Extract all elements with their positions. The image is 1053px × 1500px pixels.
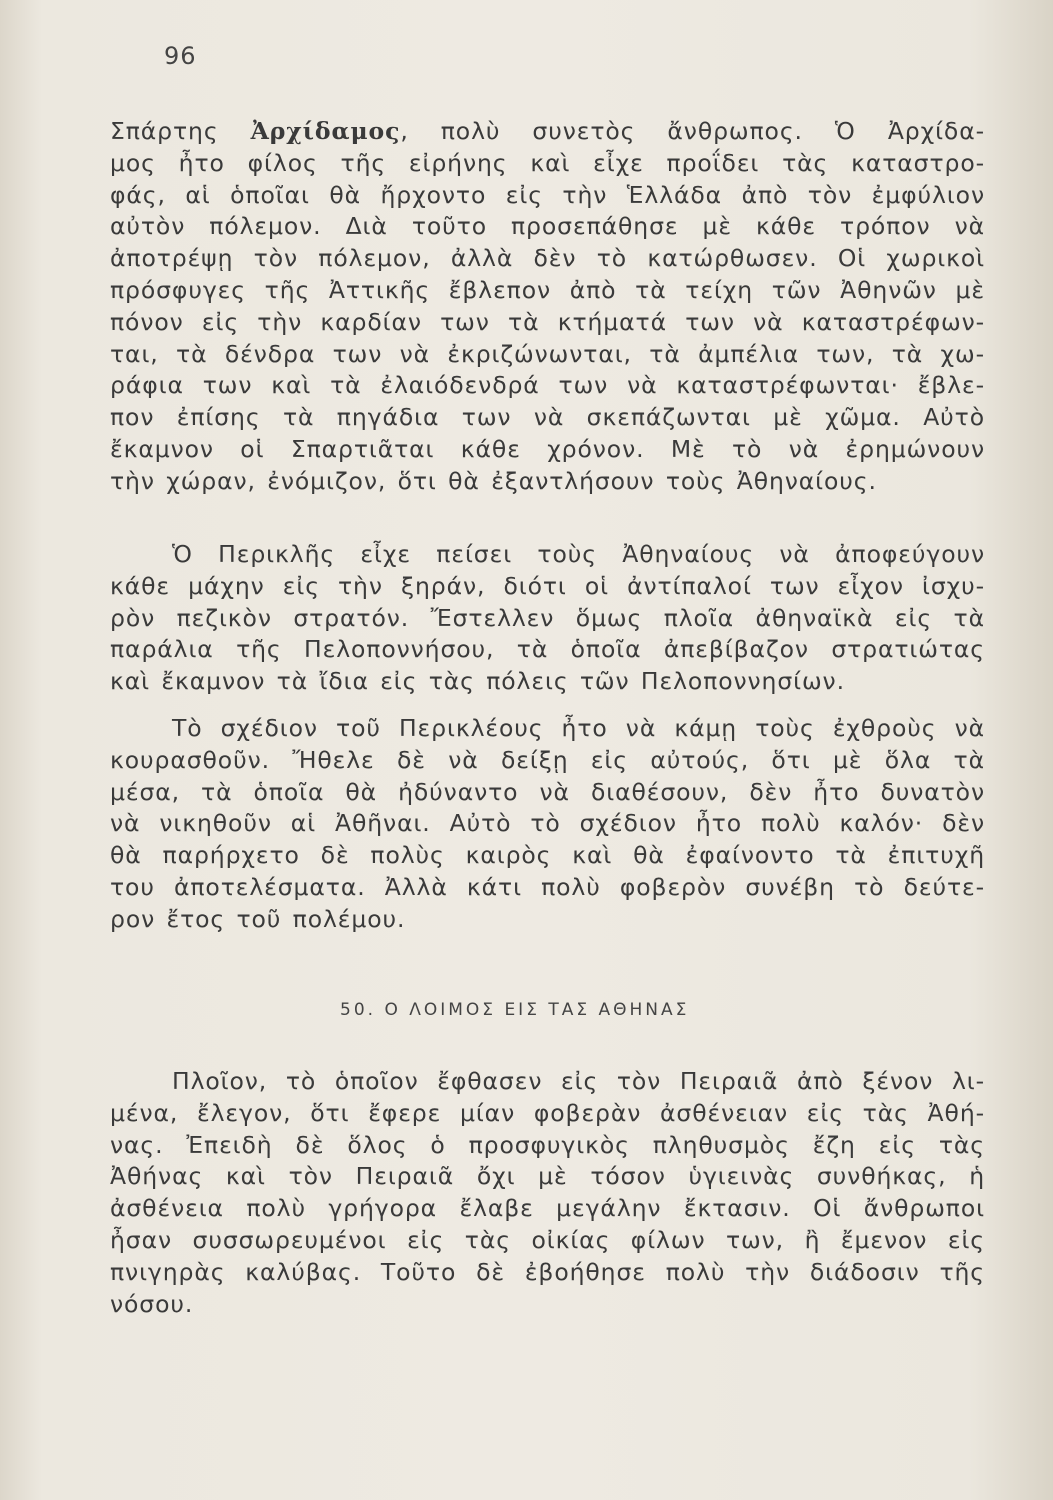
text-line: μένα, ἔλεγον, ὅτι ἔφερε μίαν φοβερὰν ἀσθένειαν εἰς τὰς Ἀθή- [110,1098,985,1127]
text-line: θὰ παρήρχετο δὲ πολὺς καιρὸς καὶ θὰ ἐφαίνοντο τὰ ἐπιτυχῆ [110,841,985,870]
text-line: ρον ἔτος τοῦ πολέμου. [110,904,406,933]
text-line: τὴν χώραν, ἐνόμιζον, ὅτι θὰ ἐξαντλήσουν τοὺς Ἀθηναίους. [110,466,877,495]
text-line: ἔκαμνον οἱ Σπαρτιᾶται κάθε χρόνον. Μὲ τὸ νὰ ἐρημώνουν [110,434,985,463]
text-line: παράλια τῆς Πελοποννήσου, τὰ ὁποῖα ἀπεβίβαζον στρατιώτας [110,635,985,664]
text-line: κουρασθοῦν. Ἤθελε δὲ νὰ δείξῃ εἰς αὐτούς, ὅτι μὲ ὅλα τὰ [110,745,985,774]
text-line: Πλοῖον, τὸ ὁποῖον ἔφθασεν εἰς τὸν Πειραιᾶ ἀπὸ ξένον λι- [172,1067,985,1095]
text-line: μος ἦτο φίλος τῆς εἰρήνης καὶ εἶχε προΐδει τὰς καταστρο- [110,148,985,177]
text-line: ράφια των καὶ τὰ ἐλαιόδενδρά των νὰ καταστρέφωνται· ἔβλε- [110,371,985,400]
text-line: ται, τὰ δένδρα των νὰ ἐκριζώνωνται, τὰ ἀμπέλια των, τὰ χω- [110,339,985,368]
text-line: νας. Ἐπειδὴ δὲ ὅλος ὁ προσφυγικὸς πληθυσμὸς ἔζη εἰς τὰς [110,1130,985,1159]
paragraph-archidamos [110,116,985,498]
text-line: καὶ ἔκαμνον τὰ ἴδια εἰς τὰς πόλεις τῶν Πελοποννησίων. [110,667,845,696]
text-line: του ἀποτελέσματα. Ἀλλὰ κάτι πολὺ φοβερὸν συνέβη τὸ δεύτε- [110,872,985,901]
text-line: αὐτὸν πόλεμον. Διὰ τοῦτο προσεπάθησε μὲ κάθε τρόπον νὰ [110,212,985,241]
text-line: Ἀθήνας καὶ τὸν Πειραιᾶ ὄχι μὲ τόσον ὑγιεινὰς συνθήκας, ἡ [110,1162,985,1191]
text-line: ἀποτρέψῃ τὸν πόλεμον, ἀλλὰ δὲν τὸ κατώρθωσεν. Οἱ χωρικοὶ [110,244,985,273]
paragraph-plague [110,1066,985,1320]
text-line: πον ἐπίσης τὰ πηγάδια των νὰ σκεπάζωνται μὲ χῶμα. Αὐτὸ [110,403,985,432]
text-line: ἀσθένεια πολὺ γρήγορα ἔλαβε μεγάλην ἔκτασιν. Οἱ ἄνθρωποι [110,1194,985,1223]
text-line: ἦσαν συσσωρευμένοι εἰς τὰς οἰκίας φίλων των, ἢ ἔμενον εἰς [110,1225,985,1254]
text-line: ρὸν πεζικὸν στρατόν. Ἔστελλεν ὅμως πλοῖα ἀθηναϊκὰ εἰς τὰ [110,603,985,632]
page-number: 96 [164,42,197,70]
text-line: πνιγηρὰς καλύβας. Τοῦτο δὲ ἐβοήθησε πολὺ τὴν διάδοσιν τῆς [110,1257,985,1286]
paragraph-pericles-strategy [110,539,985,698]
text-line: πρόσφυγες τῆς Ἀττικῆς ἔβλεπον ἀπὸ τὰ τείχη τῶν Ἀθηνῶν μὲ [110,275,985,304]
archidamos-name: Ἀρχίδαμος [250,117,401,145]
text-line: Τὸ σχέδιον τοῦ Περικλέους ἦτο νὰ κάμῃ τοὺς ἐχθροὺς νὰ [172,714,985,742]
paragraph-pericles-plan [110,713,985,936]
section-heading: 50. Ο ΛΟΙΜΟΣ ΕΙΣ ΤΑΣ ΑΘΗΝΑΣ [340,1000,690,1020]
text-line: κάθε μάχην εἰς τὴν ξηράν, διότι οἱ ἀντίπαλοί των εἶχον ἰσχυ- [110,571,985,600]
text-line: νόσου. [110,1289,194,1318]
text-line: πόνον εἰς τὴν καρδίαν των τὰ κτήματά των νὰ καταστρέφων- [110,307,985,336]
text-line: φάς, αἱ ὁποῖαι θὰ ἤρχοντο εἰς τὴν Ἑλλάδα ἀπὸ τὸν ἐμφύλιον [110,180,985,209]
text-line: Ὁ Περικλῆς εἶχε πείσει τοὺς Ἀθηναίους νὰ ἀποφεύγουν [172,540,985,568]
text-line: Σπάρτης Ἀρχίδαμος, πολὺ συνετὸς ἄνθρωπος. Ὁ Ἀρχίδα- [110,117,985,145]
text-line: μέσα, τὰ ὁποῖα θὰ ἠδύναντο νὰ διαθέσουν, δὲν ἦτο δυνατὸν [110,777,985,806]
text-line: νὰ νικηθοῦν αἱ Ἀθῆναι. Αὐτὸ τὸ σχέδιον ἦτο πολὺ καλόν· δὲν [110,809,985,838]
